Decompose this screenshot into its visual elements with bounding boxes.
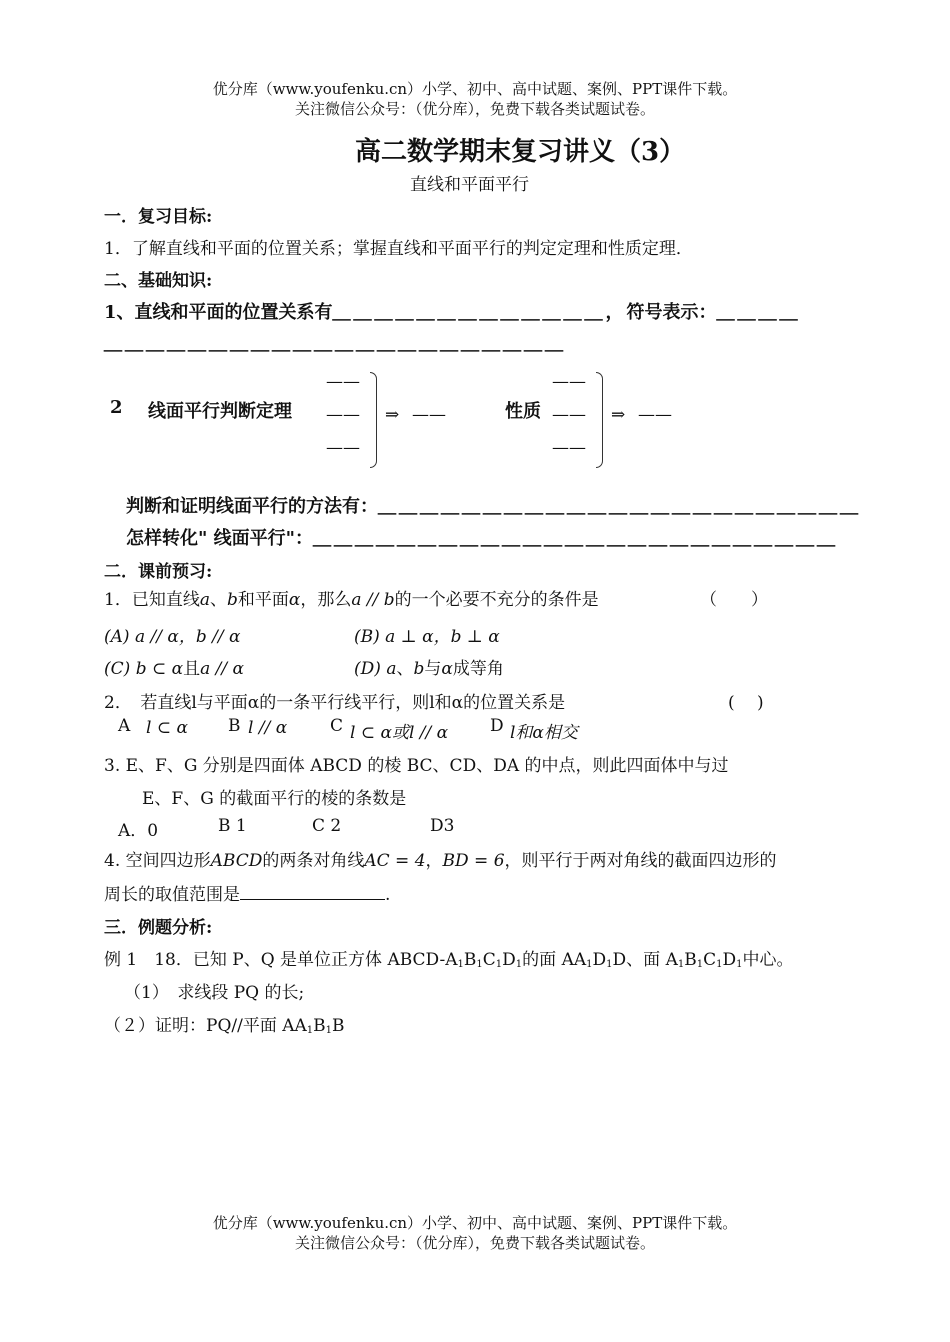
- criterion-brace: [370, 372, 377, 468]
- q2-option-b-label: B: [228, 716, 241, 736]
- criterion-blank-2: ——: [326, 405, 360, 425]
- symbol-label: 符号表示：: [626, 302, 717, 323]
- criterion-blank-1: ——: [326, 372, 360, 392]
- q4-ac: AC = 4: [364, 851, 426, 871]
- methods-blank: ＿＿＿＿＿＿＿＿＿＿＿＿＿＿＿＿＿＿＿＿＿＿＿: [378, 496, 861, 517]
- criterion-arrow: ⇒: [385, 405, 400, 425]
- q1-option-b: [354, 622, 500, 647]
- q1-option-d-a: a: [386, 659, 397, 679]
- header-line-1: 优分库（www.youfenku.cn）小学、初中、高中试题、案例、PPT课件下载。: [212, 80, 738, 98]
- q1-option-c-and: 且: [183, 659, 201, 679]
- page-subtitle: 直线和平面平行: [410, 175, 529, 195]
- preview-q3-line-2: E、F、G 的截面平行的棱的条数是: [142, 789, 407, 809]
- q1-text-mid2: ，那么: [300, 590, 352, 610]
- example-1-part-2: [104, 1011, 345, 1036]
- q4-quad-name: ABCD: [210, 851, 263, 871]
- convert-label: 怎样转化" 线面平行"：: [126, 528, 314, 549]
- q1-option-d: [354, 654, 504, 679]
- ex1-t8: B: [684, 950, 697, 970]
- convert-question: [126, 524, 838, 550]
- ex1-sub-a1b: 1: [586, 959, 593, 970]
- q1-option-d-post: 成等角: [452, 659, 504, 679]
- q2-option-d-label: D: [490, 716, 504, 736]
- q2-option-b: l // α: [248, 718, 288, 738]
- ex1-sub-b1: 1: [476, 959, 483, 970]
- property-blank-3: ——: [552, 438, 586, 458]
- ex1-t3: C: [482, 950, 496, 970]
- ex1-sub-b1c: 1: [696, 959, 704, 970]
- example-1-label: 例 1 18．: [104, 950, 193, 970]
- q1-option-c: [104, 654, 244, 679]
- ex1-sub-d1: 1: [515, 959, 523, 970]
- ex1-sub-a1c: 1: [677, 959, 685, 970]
- q1-option-b-text: a ⊥ α，b ⊥ α: [385, 627, 500, 647]
- q1-option-c-label: (C): [104, 659, 131, 679]
- q1-text-pre: 1．已知直线: [104, 590, 200, 610]
- q3-option-b: B 1: [218, 816, 247, 836]
- symbol-blank-1: ＿＿＿＿: [716, 302, 801, 323]
- q4-answer-blank: [240, 885, 385, 900]
- q3-option-d: D3: [430, 816, 455, 836]
- q1-option-d-b: b: [413, 659, 425, 679]
- preview-q3-line-1: 3. E、F、G 分别是四面体 ABCD 的棱 BC、CD、DA 的中点，则此四面体中与过: [104, 756, 729, 776]
- ex1-t2: B: [463, 950, 477, 970]
- q4-line-2-text: 周长的取值范围是: [104, 885, 240, 905]
- example-1: [104, 945, 794, 970]
- section-1-heading: 一．复习目标:: [104, 207, 213, 227]
- footer-line-1: 优分库（www.youfenku.cn）小学、初中、高中试题、案例、PPT课件下载。: [212, 1214, 738, 1232]
- ex1-t5: 的面 AA: [522, 950, 587, 970]
- ex1-p2-pre: （２）证明：PQ//平面 AA: [104, 1016, 307, 1036]
- property-label: 性质: [505, 401, 541, 422]
- ex1-t10: D: [722, 950, 737, 970]
- q1-option-d-label: (D): [354, 659, 381, 679]
- methods-label: 判断和证明线面平行的方法有：: [126, 496, 378, 517]
- ex1-t11: 中心。: [742, 950, 794, 970]
- section-3-heading: 二．课前预习:: [104, 562, 213, 582]
- q2-option-c-label: C: [330, 716, 344, 736]
- q4-bd: BD = 6: [442, 851, 505, 871]
- symbol-blank-2: ＿＿＿＿＿＿＿＿＿＿＿＿＿＿＿＿＿＿＿＿＿＿: [104, 333, 566, 354]
- q1-text-post: 的一个必要不充分的条件是: [394, 590, 599, 610]
- q1-option-d-alpha: α: [441, 659, 453, 679]
- convert-blank: ＿＿＿＿＿＿＿＿＿＿＿＿＿＿＿＿＿＿＿＿＿＿＿＿＿: [313, 528, 839, 549]
- ex1-t1: 已知 P、Q 是单位正方体 ABCD-A: [192, 950, 458, 970]
- q2-option-d: l和α相交: [510, 723, 578, 743]
- q1-sep: 、: [209, 590, 227, 610]
- section-4-heading: 三．例题分析:: [104, 918, 213, 938]
- position-relation-question: [104, 298, 801, 324]
- preview-q4-line-1: [104, 846, 777, 871]
- objective-item-1: 1．了解直线和平面的位置关系；掌握直线和平面平行的判定定理和性质定理．: [104, 239, 693, 259]
- preview-q4-line-2: [104, 880, 390, 905]
- q1-option-a-label: (A): [104, 627, 130, 647]
- q1-option-d-sep: 、: [396, 659, 414, 679]
- ex1-sub-a1: 1: [457, 959, 464, 970]
- ex1-p2-b: B: [313, 1016, 326, 1036]
- theorem-number: 2: [110, 397, 123, 418]
- criterion-blank-3: ——: [326, 438, 360, 458]
- footer-line-2: 关注微信公众号：（优分库），免费下载各类试题试卷。: [294, 1234, 655, 1252]
- ex1-sub-c1c: 1: [716, 959, 723, 970]
- ex1-sub-c1: 1: [495, 959, 503, 970]
- ex1-sub-d1b: 1: [606, 959, 613, 970]
- ex1-p2-end: B: [332, 1016, 345, 1036]
- q2-option-a: l ⊂ α: [146, 718, 188, 738]
- page-title: 高二数学期末复习讲义（3）: [355, 137, 686, 167]
- ex1-sub-d1c: 1: [736, 959, 743, 970]
- q1-option-c-math: b ⊂ α: [135, 659, 184, 679]
- q4-text-post: ，则平行于两对角线的截面四边形的: [504, 851, 777, 871]
- ex1-t6: D: [592, 950, 607, 970]
- q2-option-c: l ⊂ α或l // α: [350, 723, 449, 743]
- q1-text-mid: 和平面: [237, 590, 289, 610]
- example-1-part-1: （1） 求线段 PQ 的长;: [124, 983, 305, 1003]
- q1-answer-paren: （ ）: [700, 590, 768, 610]
- q1-option-a-text: a // α，b // α: [134, 627, 241, 647]
- ex1-t4: D: [502, 950, 516, 970]
- q3-option-a: A．0: [118, 821, 159, 841]
- methods-question: [126, 492, 861, 518]
- q1-condition: a // b: [351, 590, 395, 610]
- q1-var-a: a: [199, 590, 210, 610]
- ex1-p2-sub-a1: 1: [306, 1025, 314, 1036]
- criterion-conclusion-blank: ——: [412, 405, 446, 425]
- ex1-p2-sub-b1: 1: [325, 1025, 333, 1036]
- parallel-criterion-label: 线面平行判断定理: [148, 401, 292, 422]
- header-line-2: 关注微信公众号：（优分库），免费下载各类试题试卷。: [294, 100, 655, 118]
- preview-q1: [104, 585, 599, 610]
- q2-answer-paren: ( ): [728, 693, 764, 713]
- position-relation-blank: ＿＿＿＿＿＿＿＿＿＿＿＿＿，: [332, 302, 627, 323]
- q1-var-b: b: [226, 590, 238, 610]
- q4-text-mid: 的两条对角线: [262, 851, 365, 871]
- q4-comma: ，: [425, 851, 443, 871]
- property-blank-2: ——: [552, 405, 586, 425]
- q1-option-b-label: (B): [354, 627, 380, 647]
- q1-option-d-mid: 与: [424, 659, 442, 679]
- position-relation-label: 1、直线和平面的位置关系有: [104, 302, 333, 323]
- property-blank-1: ——: [552, 372, 586, 392]
- ex1-t7: D、面 A: [612, 950, 678, 970]
- preview-q2: 2． 若直线l与平面α的一条平行线平行，则l和α的位置关系是: [104, 693, 566, 713]
- property-arrow: ⇒: [611, 405, 626, 425]
- q1-option-c-math2: a // α: [200, 659, 244, 679]
- q1-var-alpha: α: [288, 590, 301, 610]
- q3-option-c: C 2: [312, 816, 342, 836]
- property-brace: [596, 372, 603, 468]
- q4-text-pre: 4. 空间四边形: [104, 851, 211, 871]
- section-2-heading: 二、基础知识:: [104, 271, 213, 291]
- q4-end: .: [385, 885, 391, 905]
- q1-option-a: [104, 622, 240, 647]
- ex1-t9: C: [703, 950, 717, 970]
- q2-option-a-label: A: [118, 716, 131, 736]
- property-conclusion-blank: ——: [638, 405, 672, 425]
